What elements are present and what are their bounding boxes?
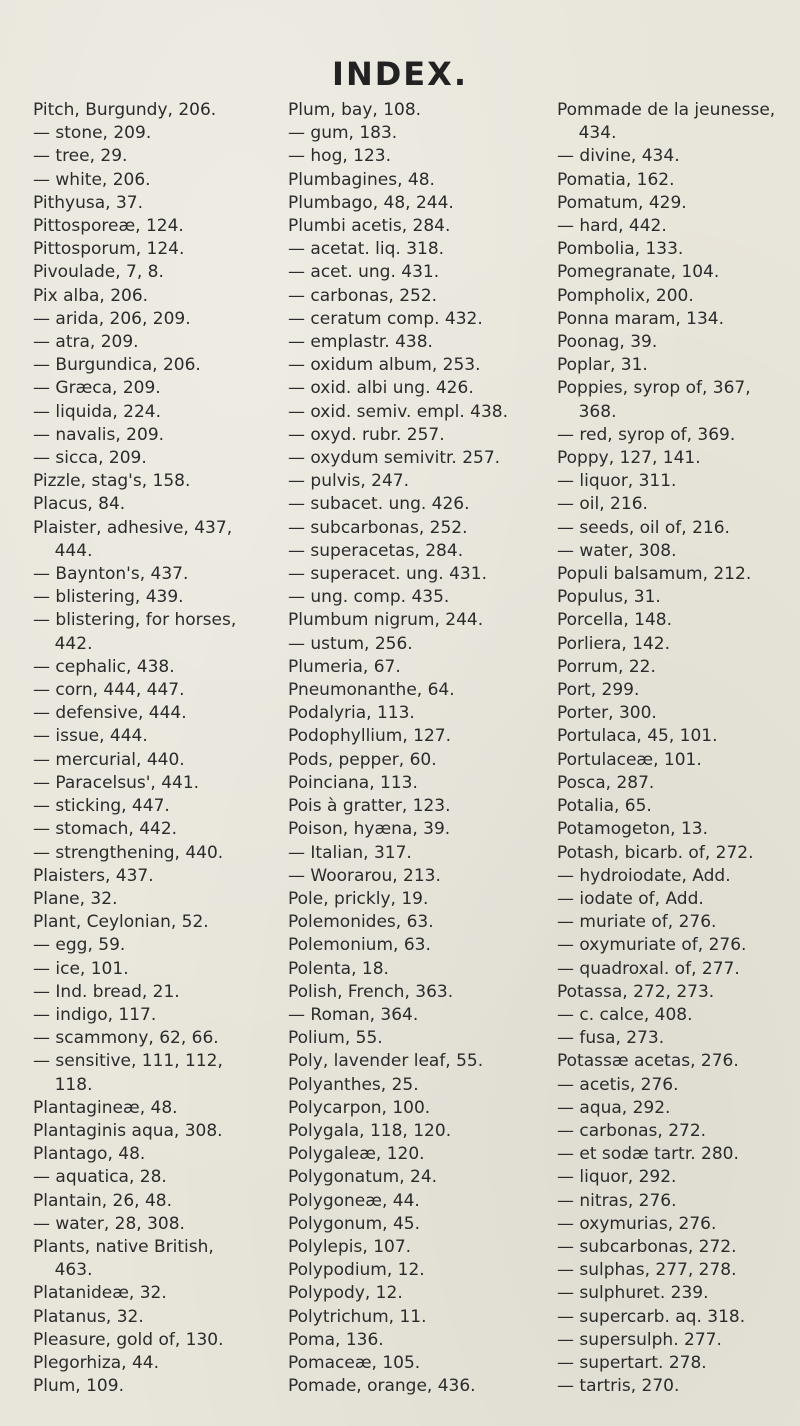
index-entry: — emplastr. 438.	[288, 332, 433, 353]
index-entry: — superacet. ung. 431.	[288, 564, 487, 585]
page-title: INDEX.	[332, 55, 468, 93]
index-entry: — acetat. liq. 318.	[288, 239, 445, 260]
index-entry: — Baynton's, 437.	[33, 564, 189, 585]
index-entry: Porcella, 148.	[557, 610, 672, 631]
index-entry: Polish, French, 363.	[288, 981, 454, 1002]
index-entry: Poplar, 31.	[557, 355, 648, 376]
index-entry: 118.	[33, 1074, 93, 1095]
index-entry: — nitras, 276.	[557, 1190, 677, 1211]
index-entry: — seeds, oil of, 216.	[557, 517, 730, 538]
index-entry: Pomaceæ, 105.	[288, 1352, 421, 1373]
index-entry: Pix alba, 206.	[33, 285, 149, 306]
index-entry: — gum, 183.	[288, 123, 398, 144]
index-entry: Polemonium, 63.	[288, 935, 431, 956]
index-entry: Pole, prickly, 19.	[288, 888, 429, 909]
index-entry: Pittosporeæ, 124.	[33, 216, 184, 237]
index-entry: — oil, 216.	[557, 494, 648, 515]
index-entry: — sticking, 447.	[33, 796, 170, 817]
index-entry: Pomade, orange, 436.	[288, 1376, 476, 1397]
index-entry: — muriate of, 276.	[557, 912, 717, 933]
index-entry: — cephalic, 438.	[33, 656, 175, 677]
index-entry: — oxymurias, 276.	[557, 1213, 717, 1234]
index-entry: — Ind. bread, 21.	[33, 981, 180, 1002]
index-entry: — red, syrop of, 369.	[557, 424, 736, 445]
index-entry: Poinciana, 113.	[288, 772, 418, 793]
index-entry: — fusa, 273.	[557, 1028, 665, 1049]
index-entry: Pittosporum, 124.	[33, 239, 185, 260]
index-entry: Plumbum nigrum, 244.	[288, 610, 484, 631]
index-entry: Pneumonanthe, 64.	[288, 680, 455, 701]
index-entry: Plegorhiza, 44.	[33, 1352, 159, 1373]
index-entry: — sulphuret. 239.	[557, 1283, 709, 1304]
index-entry: — ice, 101.	[33, 958, 129, 979]
index-entry: — Woorarou, 213.	[288, 865, 441, 886]
index-entry: Platanideæ, 32.	[33, 1283, 167, 1304]
index-entry: Plantagineæ, 48.	[33, 1097, 178, 1118]
index-entry: — oxyd. rubr. 257.	[288, 424, 445, 445]
index-entry: Polyanthes, 25.	[288, 1074, 419, 1095]
index-entry: Polypodium, 12.	[288, 1260, 425, 1281]
index-entry: — stone, 209.	[33, 123, 152, 144]
index-entry: — sulphas, 277, 278.	[557, 1260, 737, 1281]
index-entry: — arida, 206, 209.	[33, 308, 191, 329]
index-entry: Pompholix, 200.	[557, 285, 694, 306]
index-entry: Plant, Ceylonian, 52.	[33, 912, 209, 933]
index-entry: — hog, 123.	[288, 146, 392, 167]
index-entry: — oxymuriate of, 276.	[557, 935, 747, 956]
index-entry: Plaister, adhesive, 437,	[33, 517, 233, 538]
index-entry: — c. calce, 408.	[557, 1004, 693, 1025]
index-entry: Pommade de la jeunesse,	[557, 100, 776, 120]
index-entry: Potash, bicarb. of, 272.	[557, 842, 754, 863]
index-entry: Polygoneæ, 44.	[288, 1190, 420, 1211]
index-entry: Populi balsamum, 212.	[557, 564, 752, 585]
index-entry: — carbonas, 272.	[557, 1120, 707, 1141]
index-entry: — aqua, 292.	[557, 1097, 671, 1118]
index-entry: Polytrichum, 11.	[288, 1306, 427, 1327]
index-entry: — liquor, 292.	[557, 1167, 677, 1188]
index-entry: Plantago, 48.	[33, 1144, 146, 1165]
index-entry: Ponna maram, 134.	[557, 308, 725, 329]
index-entry: — scammony, 62, 66.	[33, 1028, 219, 1049]
index-entry: Posca, 287.	[557, 772, 655, 793]
index-entry: 463.	[33, 1260, 93, 1281]
index-entry: Populus, 31.	[557, 587, 661, 608]
index-entry: Pois à gratter, 123.	[288, 796, 451, 817]
index-entry: 434.	[557, 123, 617, 144]
index-entry: Polycarpon, 100.	[288, 1097, 431, 1118]
index-entry: — issue, 444.	[33, 726, 148, 747]
index-entry: — sensitive, 111, 112,	[33, 1051, 223, 1072]
index-entry: Plumeria, 67.	[288, 656, 401, 677]
index-entry: — tartris, 270.	[557, 1376, 680, 1397]
index-entry: Polygaleæ, 120.	[288, 1144, 425, 1165]
index-entry: — indigo, 117.	[33, 1004, 157, 1025]
index-entry: Plum, bay, 108.	[288, 100, 422, 120]
index-entry: — oxidum album, 253.	[288, 355, 481, 376]
index-entry: Portulaca, 45, 101.	[557, 726, 718, 747]
index-entry: — liquida, 224.	[33, 401, 162, 422]
index-entry: 444.	[33, 540, 93, 561]
index-entry: — liquor, 311.	[557, 471, 677, 492]
index-entry: — iodate of, Add.	[557, 888, 704, 909]
index-entry: — et sodæ tartr. 280.	[557, 1144, 739, 1165]
index-entry: Poma, 136.	[288, 1329, 384, 1350]
index-entry: Pomegranate, 104.	[557, 262, 720, 283]
index-entry: 368.	[557, 401, 617, 422]
index-entry: — subcarbonas, 252.	[288, 517, 468, 538]
index-entry: Plumbi acetis, 284.	[288, 216, 451, 237]
index-entry: — acetis, 276.	[557, 1074, 679, 1095]
index-entry: Pomatum, 429.	[557, 192, 687, 213]
index-entry: Poppy, 127, 141.	[557, 448, 701, 469]
index-entry: Porter, 300.	[557, 703, 657, 724]
index-entry: — water, 308.	[557, 540, 677, 561]
index-entry: Plumbago, 48, 244.	[288, 192, 454, 213]
index-entry: — quadroxal. of, 277.	[557, 958, 740, 979]
index-entry: — blistering, 439.	[33, 587, 184, 608]
index-entry: Polemonides, 63.	[288, 912, 434, 933]
index-entry: — acet. ung. 431.	[288, 262, 440, 283]
index-column-2	[288, 99, 544, 1398]
index-entry: — defensive, 444.	[33, 703, 187, 724]
index-entry: — Italian, 317.	[288, 842, 412, 863]
index-entry: Pitch, Burgundy, 206.	[33, 100, 217, 120]
index-entry: — aquatica, 28.	[33, 1167, 167, 1188]
index-entry: Pivoulade, 7, 8.	[33, 262, 164, 283]
index-entry: Port, 299.	[557, 680, 640, 701]
index-entry: — corn, 444, 447.	[33, 680, 185, 701]
index-entry: Polygonum, 45.	[288, 1213, 420, 1234]
index-entry: Porliera, 142.	[557, 633, 671, 654]
index-entry: 442.	[33, 633, 93, 654]
index-entry: Polypody, 12.	[288, 1283, 403, 1304]
index-entry: — strengthening, 440.	[33, 842, 224, 863]
index-entry: — oxydum semivitr. 257.	[288, 448, 501, 469]
index-entry: Plum, 109.	[33, 1376, 124, 1397]
index-entry: Platanus, 32.	[33, 1306, 144, 1327]
index-entry: Podophyllium, 127.	[288, 726, 452, 747]
index-entry: Plaisters, 437.	[33, 865, 154, 886]
index-entry: — hard, 442.	[557, 216, 667, 237]
index-entry: — superacetas, 284.	[288, 540, 464, 561]
index-entry: Poly, lavender leaf, 55.	[288, 1051, 484, 1072]
index-entry: Porrum, 22.	[557, 656, 656, 677]
index-entry: Polium, 55.	[288, 1028, 383, 1049]
index-entry: — navalis, 209.	[33, 424, 165, 445]
index-entry: Potassæ acetas, 276.	[557, 1051, 739, 1072]
index-entry: — Burgundica, 206.	[33, 355, 201, 376]
index-entry: Poison, hyæna, 39.	[288, 819, 451, 840]
index-entry: — supercarb. aq. 318.	[557, 1306, 746, 1327]
index-entry: Pods, pepper, 60.	[288, 749, 437, 770]
index-entry: — tree, 29.	[33, 146, 128, 167]
index-entry: — egg, 59.	[33, 935, 126, 956]
index-entry: Potamogeton, 13.	[557, 819, 709, 840]
index-entry: — oxid. albi ung. 426.	[288, 378, 474, 399]
index-entry: — Græca, 209.	[33, 378, 161, 399]
index-entry: — supersulph. 277.	[557, 1329, 722, 1350]
index-entry: — oxid. semiv. empl. 438.	[288, 401, 509, 422]
index-entry: Pombolia, 133.	[557, 239, 684, 260]
index-entry: — subcarbonas, 272.	[557, 1236, 737, 1257]
index-entry: — hydroiodate, Add.	[557, 865, 731, 886]
index-entry: — divine, 434.	[557, 146, 680, 167]
index-entry: — supertart. 278.	[557, 1352, 707, 1373]
index-entry: Polenta, 18.	[288, 958, 389, 979]
index-entry: Pomatia, 162.	[557, 169, 675, 190]
index-entry: — blistering, for horses,	[33, 610, 237, 631]
index-entry: Pizzle, stag's, 158.	[33, 471, 191, 492]
index-entry: — ung. comp. 435.	[288, 587, 450, 608]
index-entry: Polylepis, 107.	[288, 1236, 412, 1257]
index-entry: — white, 206.	[33, 169, 151, 190]
index-entry: Poppies, syrop of, 367,	[557, 378, 751, 399]
index-entry: — stomach, 442.	[33, 819, 178, 840]
index-entry: Polygonatum, 24.	[288, 1167, 438, 1188]
index-entry: — Roman, 364.	[288, 1004, 419, 1025]
index-entry: — carbonas, 252.	[288, 285, 438, 306]
index-entry: Plane, 32.	[33, 888, 118, 909]
index-entry: Poonag, 39.	[557, 332, 658, 353]
index-entry: — pulvis, 247.	[288, 471, 409, 492]
index-entry: — water, 28, 308.	[33, 1213, 185, 1234]
index-column-3	[557, 99, 795, 1398]
index-entry: — mercurial, 440.	[33, 749, 185, 770]
index-entry: Potassa, 272, 273.	[557, 981, 715, 1002]
index-entry: — ceratum comp. 432.	[288, 308, 483, 329]
index-entry: Plumbagines, 48.	[288, 169, 435, 190]
index-entry: Polygala, 118, 120.	[288, 1120, 452, 1141]
index-entry: — ustum, 256.	[288, 633, 413, 654]
index-entry: — Paracelsus', 441.	[33, 772, 200, 793]
index-entry: Placus, 84.	[33, 494, 126, 515]
index-entry: Podalyria, 113.	[288, 703, 415, 724]
index-entry: — subacet. ung. 426.	[288, 494, 470, 515]
index-entry: Pithyusa, 37.	[33, 192, 143, 213]
index-entry: Plants, native British,	[33, 1236, 214, 1257]
index-entry: Plantaginis aqua, 308.	[33, 1120, 223, 1141]
index-entry: — sicca, 209.	[33, 448, 147, 469]
index-entry: Pleasure, gold of, 130.	[33, 1329, 224, 1350]
index-column-1	[33, 99, 281, 1398]
index-entry: Plantain, 26, 48.	[33, 1190, 173, 1211]
index-entry: Portulaceæ, 101.	[557, 749, 702, 770]
index-entry: Potalia, 65.	[557, 796, 652, 817]
index-entry: — atra, 209.	[33, 332, 139, 353]
